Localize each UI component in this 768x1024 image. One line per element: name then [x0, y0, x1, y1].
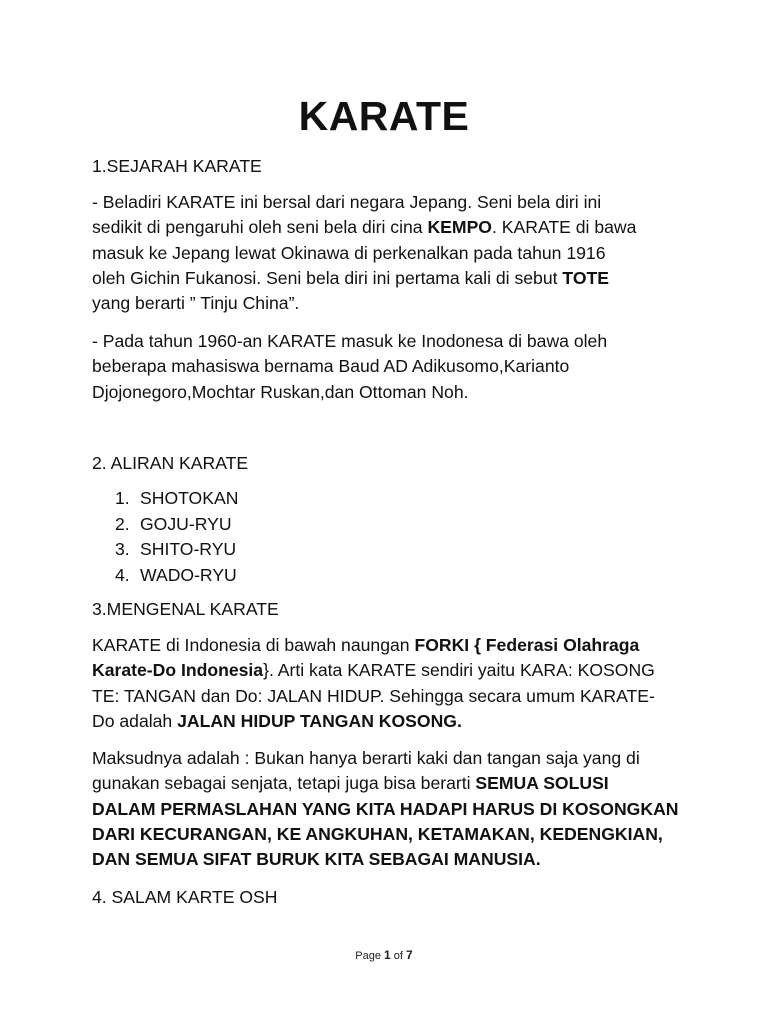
bold-term-karate-do: Karate-Do Indonesia [92, 660, 264, 681]
list-label: GOJU-RYU [140, 513, 232, 534]
text-line: }. Arti kata KARATE sendiri yaitu KARA: KOSONG [263, 660, 655, 681]
bold-text: DAN SEMUA SIFAT BURUK KITA SEBAGAI MANUSIA. [92, 849, 541, 870]
bold-term-forki: FORKI { Federasi Olahraga [414, 635, 640, 655]
list-item [92, 512, 692, 538]
aliran-list-container [92, 486, 692, 588]
text-line: oleh Gichin Fukanosi. Seni bela diri ini pertama kali di sebut [92, 267, 563, 288]
section-1 [92, 154, 692, 179]
aliran-list [92, 486, 692, 588]
text-line: Maksudnya adalah : Bukan hanya berarti kaki dan tangan saja yang di [92, 748, 640, 768]
list-item [92, 537, 692, 563]
section-1-heading: 1.SEJARAH KARATE [92, 156, 262, 176]
section-3 [92, 597, 692, 622]
text-line: Do adalah [92, 710, 178, 731]
text-line: Djojonegoro,Mochtar Ruskan,dan Ottoman Noh. [92, 381, 469, 402]
section-4-heading: 4. SALAM KARTE OSH [92, 887, 278, 907]
list-number: 3. [115, 539, 130, 560]
text-line: yang berarti ” Tinju China”. [92, 293, 300, 314]
list-item [92, 486, 692, 512]
list-label: WADO-RYU [140, 564, 237, 585]
footer-page-total: 7 [406, 948, 413, 962]
text-line: beberapa mahasiswa bernama Baud AD Adikusomo,Karianto [92, 356, 570, 377]
list-label: SHITO-RYU [140, 539, 237, 560]
text-line: - Pada tahun 1960-an KARATE masuk ke Inodonesa di bawa oleh [92, 331, 608, 351]
text-line: sedikit di pengaruhi oleh seni bela diri cina [92, 217, 428, 238]
bold-term-kempo: KEMPO [427, 217, 492, 238]
list-number: 1. [115, 488, 130, 508]
section-3-paragraph-2 [92, 746, 692, 872]
text-line: masuk ke Jepang lewat Okinawa di perkenalkan pada tahun 1916 [92, 242, 606, 263]
section-2-heading: 2. ALIRAN KARATE [92, 453, 249, 473]
section-3-heading: 3.MENGENAL KARATE [92, 599, 279, 619]
text-line: . KARATE di bawa [492, 217, 637, 238]
footer-page-current: 1 [384, 948, 391, 962]
bold-text: DARI KECURANGAN, KE ANGKUHAN, KETAMAKAN, KEDENGKIAN, [92, 823, 663, 844]
section-2 [92, 451, 692, 476]
document-title: KARATE [298, 93, 470, 139]
footer-page-word: Page [355, 950, 381, 962]
bold-term-jalan-hidup: JALAN HIDUP TANGAN KOSONG. [177, 710, 462, 731]
list-label: SHOTOKAN [140, 488, 239, 508]
bold-text: DALAM PERMASLAHAN YANG KITA HADAPI HARUS DI KOSONGKAN [92, 798, 679, 819]
section-3-paragraph-1 [92, 633, 692, 734]
list-number: 4. [115, 564, 130, 585]
text-line: KARATE di Indonesia di bawah naungan [92, 635, 415, 655]
text-line: gunakan sebagai senjata, tetapi juga bisa berarti [92, 773, 476, 794]
bold-text: SEMUA SOLUSI [475, 773, 609, 794]
text-line: - Beladiri KARATE ini bersal dari negara Jepang. Seni bela diri ini [92, 192, 602, 212]
list-item [92, 563, 692, 589]
section-1-paragraph-2 [92, 329, 692, 405]
section-4 [92, 885, 692, 910]
text-line: TE: TANGAN dan Do: JALAN HIDUP. Sehingga secara umum KARATE- [92, 685, 655, 706]
page-footer [0, 948, 768, 963]
list-number: 2. [115, 513, 130, 534]
footer-of-word: of [393, 950, 403, 962]
section-1-paragraph-1 [92, 190, 692, 316]
bold-term-tote: TOTE [562, 267, 610, 288]
